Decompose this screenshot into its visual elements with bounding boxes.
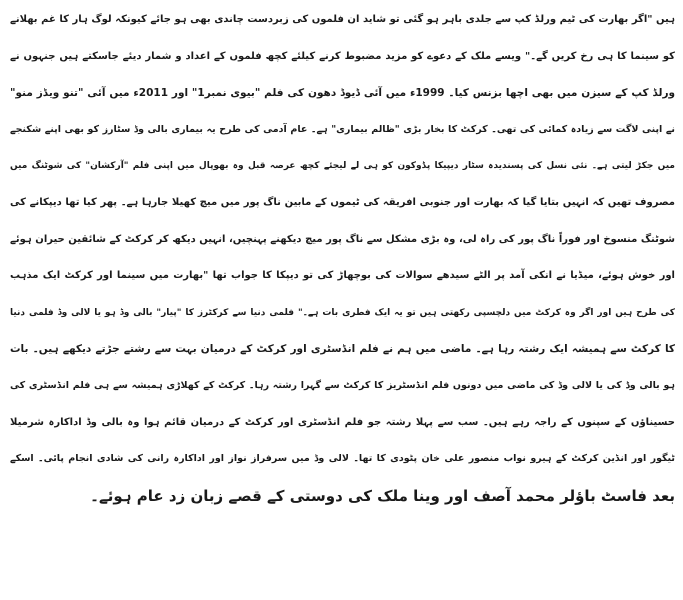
article-line: ہیں "اگر بھارت کی ٹیم ورلڈ کپ سے جلدی باہر ہو گئی تو شاید ان فلموں کی زبردست چاندی بھی ہو جائے کیونکہ لوگ ہار کا غم بھلانے: [10, 14, 675, 25]
article-line: ورلڈ کپ کے سیزن میں بھی اچھا بزنس کیا۔ 1999ء میں آئی ڈیوڈ دھون کی فلم "بیوی نمبر1" اور 2011ء میں آئی "تنو ویڈز منو": [10, 87, 675, 100]
article-line: شوٹنگ منسوخ اور فوراً ناگ پور کی راہ لی، وہ بڑی مشکل سے ناگ پور میچ دیکھنے پہنچیں، انہیں دیکھ کر کرکٹ کے شائقین حیران ہوئے: [10, 233, 675, 245]
article-line: مصروف تھیں کہ انہیں بتایا گیا کہ بھارت اور جنوبی افریقہ کی ٹیموں کے مابین ناگ پور میں میچ کھیلا جارہا ہے۔ پھر کیا تھا دیپکانے کی: [10, 196, 675, 208]
article-line: ٹیگور اور انڈین کرکٹ کے ہیرو نواب منصور علی خان پٹودی کا تھا۔ لالی وڈ میں سرفراز نواز اور اداکارہ رانی کی شادی انجام پائی۔ اسکے: [10, 453, 675, 465]
article-line: کو سینما کا ہی رخ کریں گے۔" ویسے ملک کے دعوے کو مزید مضبوط کرنے کیلئے کچھ فلموں کے اعداد و شمار دیئے جاسکتے ہیں جنہوں نے: [10, 50, 675, 62]
article-line: حسیناؤں کے سپنوں کے راجہ رہے ہیں۔ سب سے پہلا رشتہ جو فلم انڈسٹری اور کرکٹ کے درمیان قائم ہوا وہ بالی وڈ اداکارہ شرمیلا: [10, 416, 675, 428]
article-line: نے اپنی لاگت سے زیادہ کمائی کی تھی۔ کرکٹ کا بخار بڑی "ظالم بیماری" ہے۔ عام آدمی کی طرح یہ بیماری بالی وڈ سٹارز کو بھی اپنے شکنجے: [10, 123, 675, 135]
article-line: بعد فاسٹ باؤلر محمد آصف اور وینا ملک کی دوستی کے قصے زبان زد عام ہوئے۔: [90, 486, 675, 505]
article-line: میں جکڑ لیتی ہے۔ نئی نسل کی پسندیدہ سٹار دیپیکا پڈوکون کو ہی لے لیجئے کچھ عرصہ قبل وہ بھوپال میں اپنی فلم "آرکشان" کی شوٹنگ میں: [10, 161, 675, 172]
article-line: ہو بالی وڈ کی یا لالی وڈ کی ماضی میں دونوں فلم انڈسٹریز کا کرکٹ سے گہرا رشتہ رہا۔ کرکٹ کے کھلاڑی ہمیشہ سے ہی فلم انڈسٹری کی: [10, 379, 675, 391]
article-line: کی طرح ہیں اور اگر وہ کرکٹ میں دلچسپی رکھتی ہیں تو یہ ایک فطری بات ہے۔" فلمی دنیا سے کرکٹرز کا "پیار" بالی وڈ ہو یا لالی وڈ فلمی دنیا: [10, 307, 675, 318]
article-line: اور خوش ہوئے، میڈیا نے انکی آمد پر الٹے سیدھے سوالات کی بوچھاڑ کی تو دیپکا کا جواب تھا "بھارت میں سینما اور کرکٹ ایک مذہب: [10, 270, 675, 282]
article-line: کا کرکٹ سے ہمیشہ ایک رشتہ رہا ہے۔ ماضی میں ہم نے فلم انڈسٹری اور کرکٹ کے درمیان بہت سے رشتے جڑتے دیکھے ہیں۔ بات: [10, 343, 675, 356]
